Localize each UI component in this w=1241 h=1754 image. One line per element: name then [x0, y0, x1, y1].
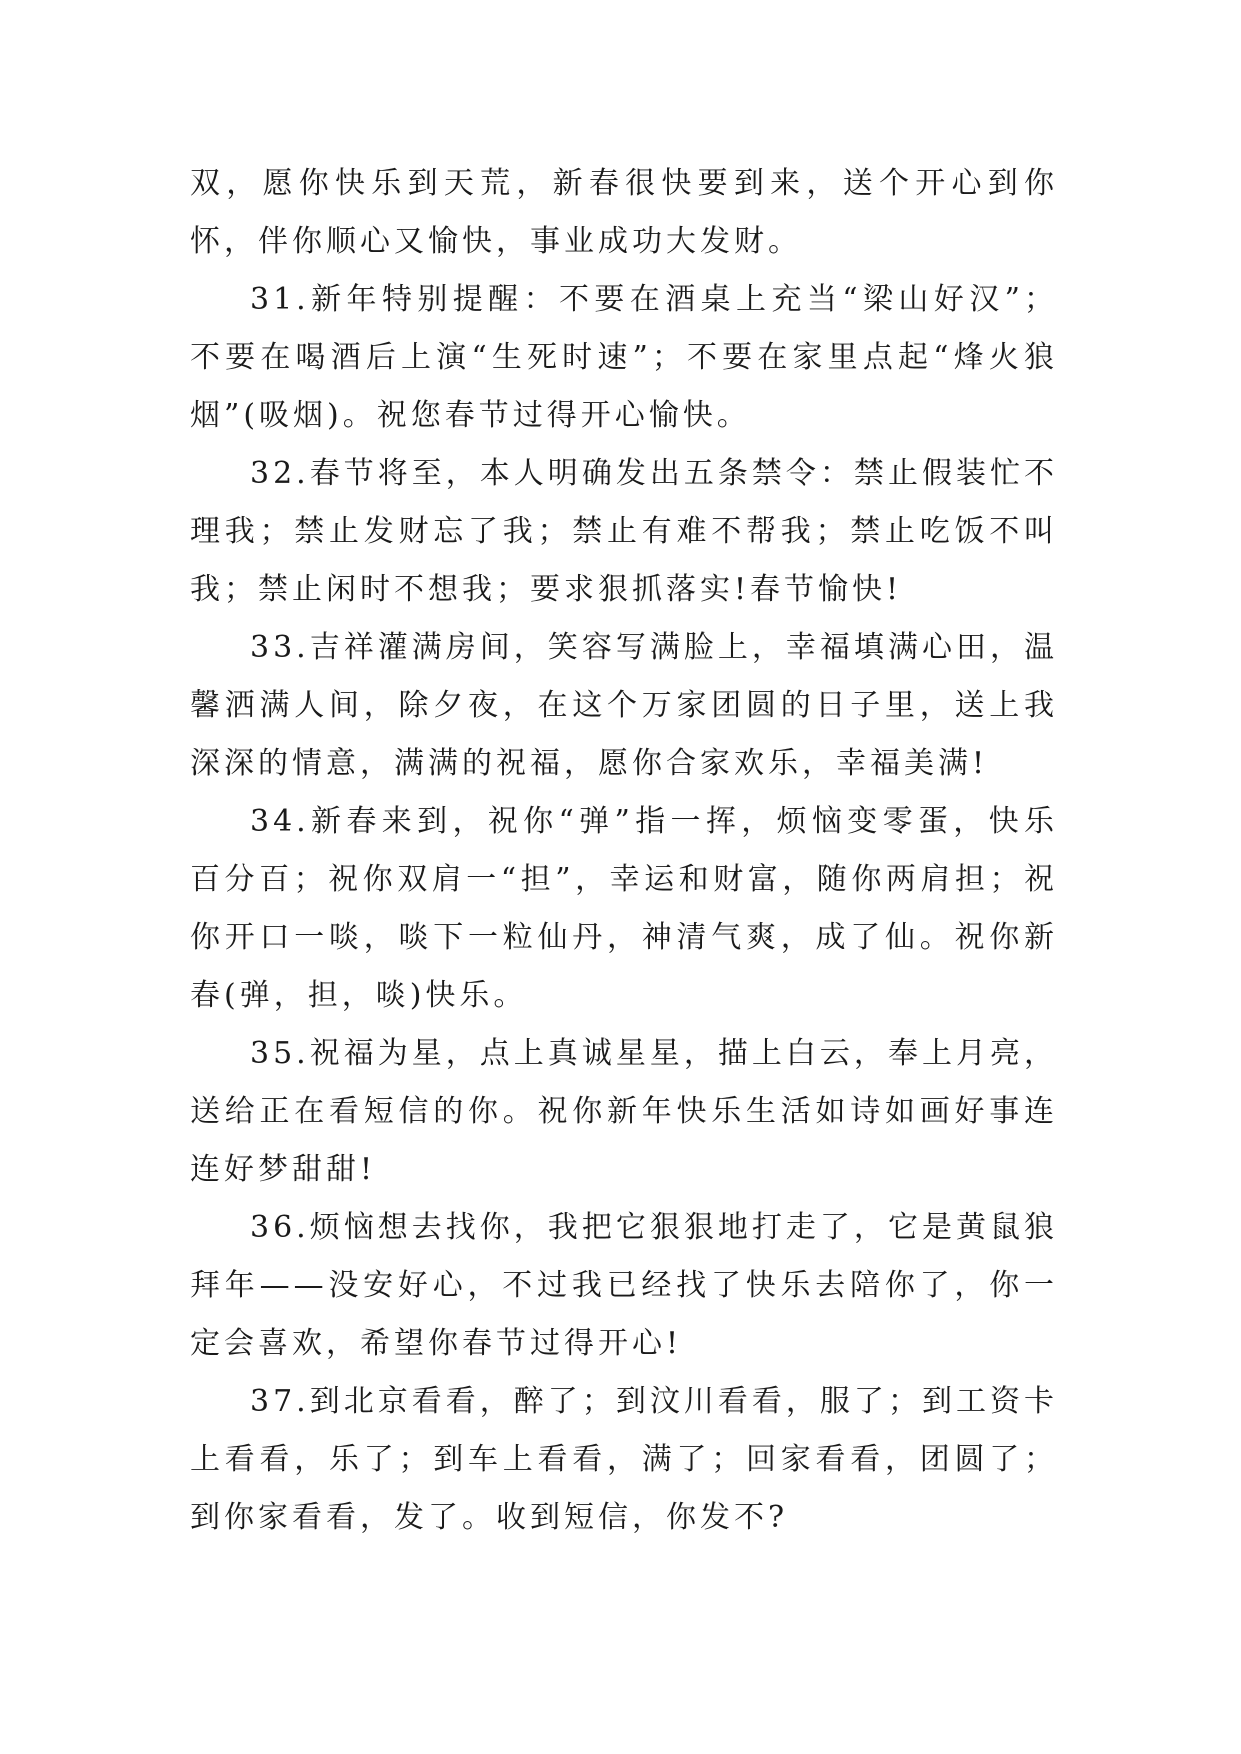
paragraph-34: 34.新春来到，祝你“弹”指一挥，烦恼变零蛋，快乐百分百；祝你双肩一“担”，幸运和财富，随你两肩担；祝你开口一啖，啖下一粒仙丹，神清气爽，成了仙。祝你新春(弹，担，啖)快乐。 — [190, 804, 1058, 1013]
paragraph-31: 31.新年特别提醒：不要在酒桌上充当“梁山好汉”；不要在喝酒后上演“生死时速”；不要在家里点起“烽火狼烟”(吸烟)。祝您春节过得开心愉快。 — [190, 282, 1058, 433]
paragraph-33: 33.吉祥灌满房间，笑容写满脸上，幸福填满心田，温馨洒满人间，除夕夜，在这个万家团圆的日子里，送上我深深的情意，满满的祝福，愿你合家欢乐，幸福美满! — [190, 630, 1058, 781]
paragraph-35: 35.祝福为星，点上真诚星星，描上白云，奉上月亮，送给正在看短信的你。祝你新年快乐生活如诗如画好事连连好梦甜甜! — [190, 1036, 1058, 1187]
paragraph-37: 37.到北京看看，醉了；到汶川看看，服了；到工资卡上看看，乐了；到车上看看，满了；回家看看，团圆了；到你家看看，发了。收到短信，你发不? — [190, 1384, 1058, 1535]
paragraph-32: 32.春节将至，本人明确发出五条禁令：禁止假装忙不理我；禁止发财忘了我；禁止有难不帮我；禁止吃饭不叫我；禁止闲时不想我；要求狠抓落实!春节愉快! — [190, 456, 1058, 607]
paragraph-continued: 双，愿你快乐到天荒，新春很快要到来，送个开心到你怀，伴你顺心又愉快，事业成功大发财。 — [190, 166, 1058, 259]
paragraph-36: 36.烦恼想去找你，我把它狠狠地打走了，它是黄鼠狼拜年——没安好心，不过我已经找了快乐去陪你了，你一定会喜欢，希望你春节过得开心! — [190, 1210, 1058, 1361]
document-page — [190, 155, 1058, 1547]
